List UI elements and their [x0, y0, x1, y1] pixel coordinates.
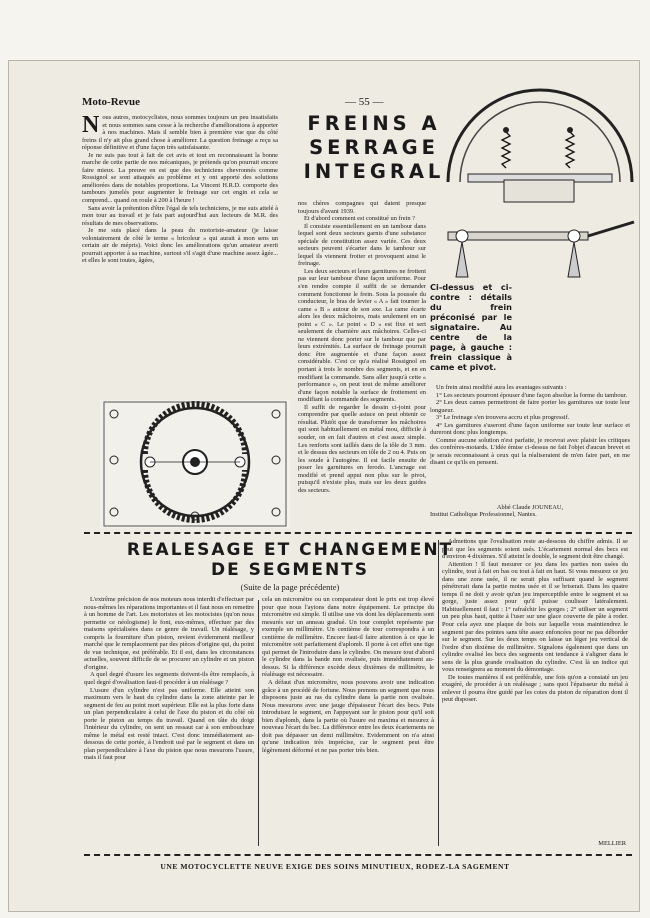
paragraph: Nous autres, motocyclistes, nous sommes toujours un peu insatisfaits et nous sommes sans cesse à la recherche d'améliorations à apporter à nos machines. Mais il semble bien à première vue que du côté freins il n'y ait plus grand chose à améliorer. La question freinage a reçu sa réponse définitive et d'une façon très satisfaisante. [82, 114, 278, 152]
brake-drum-detail-illustration [438, 62, 638, 280]
title-line: FREINS A [307, 112, 441, 135]
title-line: INTEGRAL [303, 160, 445, 183]
paragraph: 2° Les deux cames permettront de faire porter les garnitures sur toute leur longueur. [430, 399, 630, 414]
paragraph: Admettons que l'ovalisation reste au-dessous du chiffre admis. Il se peut que les segments soient usés. L'écartement normal des becs est d'environ 4 dixièmes. S'il atteint le double, le segment doit être changé. [442, 538, 628, 561]
section-separator [84, 532, 632, 534]
author-name: Abbé Claude JOUNEAU, [496, 504, 564, 511]
paragraph: L'usure d'un cylindre n'est pas uniforme. Elle atteint son maximum vers le haut du cylindre dans la zone atteinte par le segment de feu au point mort supérieur. Elle est la plus forte dans un plan perpendiculaire à celui de l'axe du piston et du côté où porte le piston au temps du travail. Quand on tâte du doigt l'intérieur du cylindre, on sent un ressaut car à son embouchure même le métal est resté intact. C'est donc immédiatement au-dessous de cette portée, à l'endroit usé par le segment et dans un plan perpendiculaire à l'axe du piston que nous mesurons l'usure, mais il faut pour [84, 686, 254, 762]
paragraph: A défaut d'un micromètre, nous pouvons avoir une indication grâce à un procédé de fortune. Nous prenons un segment que nous disposons juste au ras du cylindre dans la partie non ovalisée. Nous mesurons avec une jauge d'épaisseur l'écart des becs. Puis introduisez le segment, en l'appuyant sur le piston pour qu'il soit bien d'aplomb, dans la partie où l'usure est maxima et mesurez à nouveau l'écart du bec. La différence entre les deux écartements ne doit pas dépasser un demi millimètre. Evidemment on n'a ainsi qu'une indication très imprécise, car le segment peut être légèrement déformé et ne pas porter très bien. [262, 679, 434, 754]
paragraph: 1° Les secteurs pourront épouser d'une façon absolue la forme du tambour. [436, 391, 628, 399]
author-institution: Institut Catholique Professionnel, Nantes. [430, 511, 537, 518]
paragraph: Il consiste essentiellement en un tambour dans lequel sont deux secteurs garnis d'une substance spéciale de constitution assez variée. Ces deux secteurs peuvent s'écarter dans le tambour sur lequel ils viennent frotter et provoquent ainsi le freinage. [298, 222, 426, 268]
paragraph: Les deux secteurs et leurs garnitures ne frottent pas sur leur tambour d'une façon uniforme. Pour s'en rendre compte il suffit de se demander comment fonctionne le frein. Sous la poussée du conducteur, le bras de levier « A » fait tourner la came « B » autour de son axe. La came écarte alors les deux mâchoires, mais seulement en un point « C ». Le point « D » est fixe et sert seulement de charnière aux mâchoires. Celles-ci ne viennent donc porter sur le tambour que par leurs extrémités. La surface de freinage pourrait donc être augmentée et d'une façon assez considérable. C'est ce qu'a réalisé Rossignol en portant à trois le nombre des segments, et en en modifiant la commande. Sans aller jusqu'à cette « performance », on peut tout de même améliorer d'une façon notable la surface de frottement en modifiant la commande des segments. [298, 267, 426, 404]
article-subtitle: (Suite de la page précédente) [240, 582, 340, 592]
drop-cap: N [82, 114, 100, 138]
classic-brake-illustration [100, 400, 290, 528]
paragraph: L'extrême précision de nos moteurs nous interdit d'effectuer par nous-mêmes les réparations importantes et il faut nous en remettre à un homme de l'art. Les motoristes et les motocistes (qu'on nous permette ce néologisme) le font, eux-mêmes, effectuer par des maisons spécialisées dans ce genre de travail. Un réalésage, y compris la fourniture d'un piston, revient évidemment meilleur marché que le remplacement par des pièces d'origine qui, du point de vue technique, est préférable. Et il est, dans les circonstances actuelles, souvent difficile de se procurer un cylindre et un piston d'origine. [84, 596, 254, 671]
lever-bar [448, 232, 588, 240]
figure-caption: Ci-dessus et ci-contre : détails du frein préconisé par le signataire. Au centre de la page, à gauche : frein classique à came et pivot. [430, 282, 512, 372]
paragraph: Et d'abord comment est constitué un frein ? [304, 215, 416, 223]
paragraph: Un frein ainsi modifié aura les avantages suivants : [436, 384, 567, 391]
footer-slogan: UNE MOTOCYCLETTE NEUVE EXIGE DES SOINS MINUTIEUX, RODEZ-LA SAGEMENT [160, 862, 510, 871]
page-number: — 55 — [345, 96, 384, 108]
title-line: DE SEGMENTS [210, 560, 370, 580]
title-line: REALESAGE ET CHANGEMENT [126, 540, 454, 560]
paragraph: Il suffit de regarder le dessin ci-joint pour comprendre par quelle astuce on peut obtenir ce résultat. Plutôt que de transformer les mâchoires qui sont habituellement en métal mou, difficile à souder, on en fait d'autres et c'est assez simple. Les renforts sont taillés dans de la tôle de 3 mm. et le dessus des secteurs en tôle de 2 ou 4. Puis on les soude à l'autogène. Il est facile ensuite de poser les garnitures en ferodo. L'ancrage est modifié et prend appui non plus sur le pivot, puisqu'il n'existe plus, mais sur les deux guides des secteurs. [298, 403, 426, 494]
title-line: SERRAGE [309, 136, 439, 159]
paragraph: Attention ! Il faut mesurer ce jeu dans les parties non usées du cylindre, tout à fait en bas ou tout à fait en haut. Si vous mesurez ce jeu dans une zone usée, il ne serait plus suffisant quand le segment pénétrerait dans la partie moins usée et il se briserait. Dans les quatre temps il ne doit y avoir qu'un jeu imperceptible entre le segment et sa gorge, juste assez pour qu'il puisse coulisser latéralement. Habituellement il faut : 1° rafraîchir les gorges ; 2° utiliser un segment un peu plus haut, quitte à l'user sur une glace couverte de pâte à roder. Pour cela ayez une plaque de bois sur laquelle vous maintiendrez le segment par des pointes sans tête assez enfoncées pour ne pas déborder sur le segment. Sur les deux temps on laisse un léger jeu vertical de l'ordre d'un dixième de millimètre. Signalons également que dans un cylindre ovalisé les becs des segments ont tendance à s'aligner dans le sens de la plus grande ovalisation du cylindre. C'est là un indice qui vous renseignera au moment du démontage. [442, 560, 628, 674]
paragraph: Comme aucune solution n'est parfaite, je recevrai avec plaisir les critiques des confrères-motards. L'idée émise ci-dessus ne fait l'objet d'aucun brevet et je serais reconnaissant à ceux qui la réaliseraient de m'en faire part, en me disant ce qu'ils en pensent. [430, 436, 630, 467]
footer-separator [84, 854, 632, 856]
magazine-name: Moto-Revue [82, 96, 141, 108]
drum-arc [448, 90, 632, 182]
paragraph: A quel degré d'usure les segments doivent-ils être remplacés, à quel degré d'ovalisation faut-il procéder à un réalésage ? [84, 671, 254, 687]
article1-column-3 [430, 384, 630, 500]
paragraph: 4° Les garnitures s'useront d'une façon uniforme sur toute leur surface et dureront donc plus longtemps. [430, 421, 630, 437]
paragraph: nos chères compagnes qui datent presque toujours d'avant 1939. [298, 200, 426, 215]
spring-right-icon [566, 132, 574, 168]
article2-column-1 [84, 596, 254, 850]
paragraph: Je me suis placé dans la peau du motoriste-amateur (je laisse volontairement de côté le terme « bricoleur » qui aurait à mon sens un certain air de mépris). Voici donc les améliorations qu'un amateur averti pourrait apporter à sa machine, surtout s'il s'agit d'une machine assez âgée... et elles le sont toutes, âgées, [82, 227, 278, 265]
article1-column-2 [298, 200, 426, 528]
article1-signature [430, 504, 630, 518]
article2-signature: MELLIER [598, 840, 626, 847]
paragraph: Sans avoir la prétention d'être l'égal de tels techniciens, je me suis attelé à mon tour au travail et je fais part aujourd'hui aux lecteurs de M.R. des résultats de mes observations. [82, 204, 278, 227]
article2-column-2 [262, 596, 434, 850]
article2-column-3 [442, 538, 628, 838]
paragraph: 3° Le freinage s'en trouvera accru et plus progressif. [436, 414, 570, 422]
column-rule [258, 600, 259, 846]
paragraph: Je ne suis pas tout à fait de cet avis et tout en reconnaissant la bonne marche de cette partie de nos mécaniques, je prétends qu'on pourrait encore faire mieux. La preuve en est que des techniciens chevronnés comme Rossignol se sont attaqués au problème et y ont apporté des solutions améliorées dans de notables proportions. La Vincent H.R.D. comporte des tambours jumelés pour augmenter le freinage sur cet engin et cela se comprend... quand on roule à 200 à l'heure ! [82, 151, 278, 205]
article-title-realesage [110, 540, 470, 580]
spring-left-icon [502, 132, 510, 168]
paragraph: cela un micromètre ou un comparateur dont le prix est trop élevé pour que nous l'ayions dans notre équipement. Le principe du micromètre est simple. Il utilise une vis dont les déplacements sont mesurés sur un anneau gradué. Un tour complet représente par exemple un millimètre. Un centième de tour correspondra à un centième de millimètre. Encore faut-il faire attention à ce que le micromètre soit parfaitement d'aplomb. Il porte à cet effet une tige qui permet de l'introduire dans le cylindre. On mesure tout d'abord le cylindre dans la bande non ovalisée, puis immédiatement au-dessus. Si la différence excède deux dixièmes de millimètre, le réalésage est nécessaire. [262, 596, 434, 679]
article1-column-1 [82, 114, 278, 396]
article-title-freins [296, 112, 452, 184]
paragraph: De toutes manières il est préférable, une fois qu'on a constaté un jeu exagéré, de procéder à un réalésage ; sans quoi l'épaisseur du métal à enlever il pourra être guidé par les cotes du piston de réparation dont il peut disposer. [442, 673, 628, 704]
column-rule [438, 540, 439, 846]
